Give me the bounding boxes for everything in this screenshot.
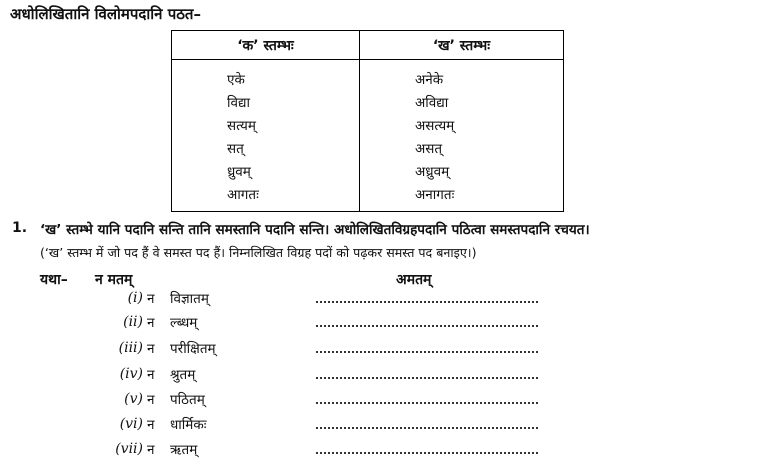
item-number: (vi) [119, 416, 143, 432]
cell-a: एके [172, 60, 360, 91]
item-negation: न [147, 392, 155, 408]
antonym-table [171, 30, 564, 212]
exercise-item [0, 365, 770, 389]
exercise-item [0, 339, 770, 363]
exercise-item [0, 440, 770, 464]
answer-blank[interactable] [316, 452, 538, 454]
item-negation: न [147, 367, 155, 383]
exercise-item [0, 390, 770, 414]
item-number: (vii) [115, 441, 143, 457]
cell-a: सत्यम् [172, 113, 360, 136]
question-number: 1. [12, 220, 28, 236]
cell-a: सत् [172, 136, 360, 159]
column-b-header: ‘ख’ स्तम्भः [359, 31, 563, 60]
example-vigraha: न मतम् [95, 272, 133, 288]
question-text: ‘ख’ स्तम्भे यानि पदानि सन्ति तानि समस्तानि पदानि सन्ति। अधोलिखितविग्रहपदानि पठित्वा समस्तपदानि रचयत। [40, 222, 590, 238]
cell-a: आगतः [172, 182, 360, 212]
cell-a: ध्रुवम् [172, 159, 360, 182]
column-a-header: ‘क’ स्तम्भः [172, 31, 360, 60]
table-row [172, 90, 564, 113]
cell-b: असत्यम् [359, 113, 563, 136]
item-number: (iv) [119, 366, 143, 382]
question-hint: (‘ख’ स्तम्भ में जो पद हैं वे समस्त पद हैं। निम्नलिखित विग्रह पदों को पढ़कर समस्त पद बनाइए।) [40, 245, 477, 260]
exercise-item [0, 289, 770, 313]
cell-b: अविद्या [359, 90, 563, 113]
table-row [172, 60, 564, 91]
cell-a: विद्या [172, 90, 360, 113]
table-row [172, 182, 564, 212]
item-word: श्रुतम् [170, 367, 196, 383]
answer-blank[interactable] [316, 325, 538, 327]
cell-b: अध्रुवम् [359, 159, 563, 182]
item-negation: न [147, 291, 155, 307]
cell-b: अनागतः [359, 182, 563, 212]
item-negation: न [147, 442, 155, 458]
item-negation: न [147, 315, 155, 331]
cell-b: अनेके [359, 60, 563, 91]
table-row [172, 136, 564, 159]
answer-blank[interactable] [316, 351, 538, 353]
item-word: ल्ब्धम् [170, 315, 198, 331]
item-number: (ii) [123, 314, 143, 330]
table-row [172, 113, 564, 136]
item-word: परीक्षितम् [170, 341, 216, 357]
example-answer: अमतम् [396, 272, 432, 288]
exercise-item [0, 313, 770, 337]
cell-b: असत् [359, 136, 563, 159]
exercise-item [0, 415, 770, 439]
answer-blank[interactable] [316, 402, 538, 404]
table-row [172, 159, 564, 182]
item-negation: न [147, 341, 155, 357]
table-header-row [172, 31, 564, 60]
item-number: (iii) [118, 340, 143, 356]
answer-blank[interactable] [316, 377, 538, 379]
item-number: (v) [124, 391, 143, 407]
example-label: यथा– [40, 272, 68, 288]
item-word: विज्ञातम् [170, 291, 209, 307]
item-word: ऋतम् [170, 442, 198, 458]
answer-blank[interactable] [316, 427, 538, 429]
section-heading: अधोलिखितानि विलोमपदानि पठत– [10, 5, 201, 23]
item-word: पठितम् [170, 392, 205, 408]
item-negation: न [147, 417, 155, 433]
item-number: (i) [127, 290, 143, 306]
answer-blank[interactable] [316, 301, 538, 303]
item-word: धार्मिकः [170, 417, 207, 433]
